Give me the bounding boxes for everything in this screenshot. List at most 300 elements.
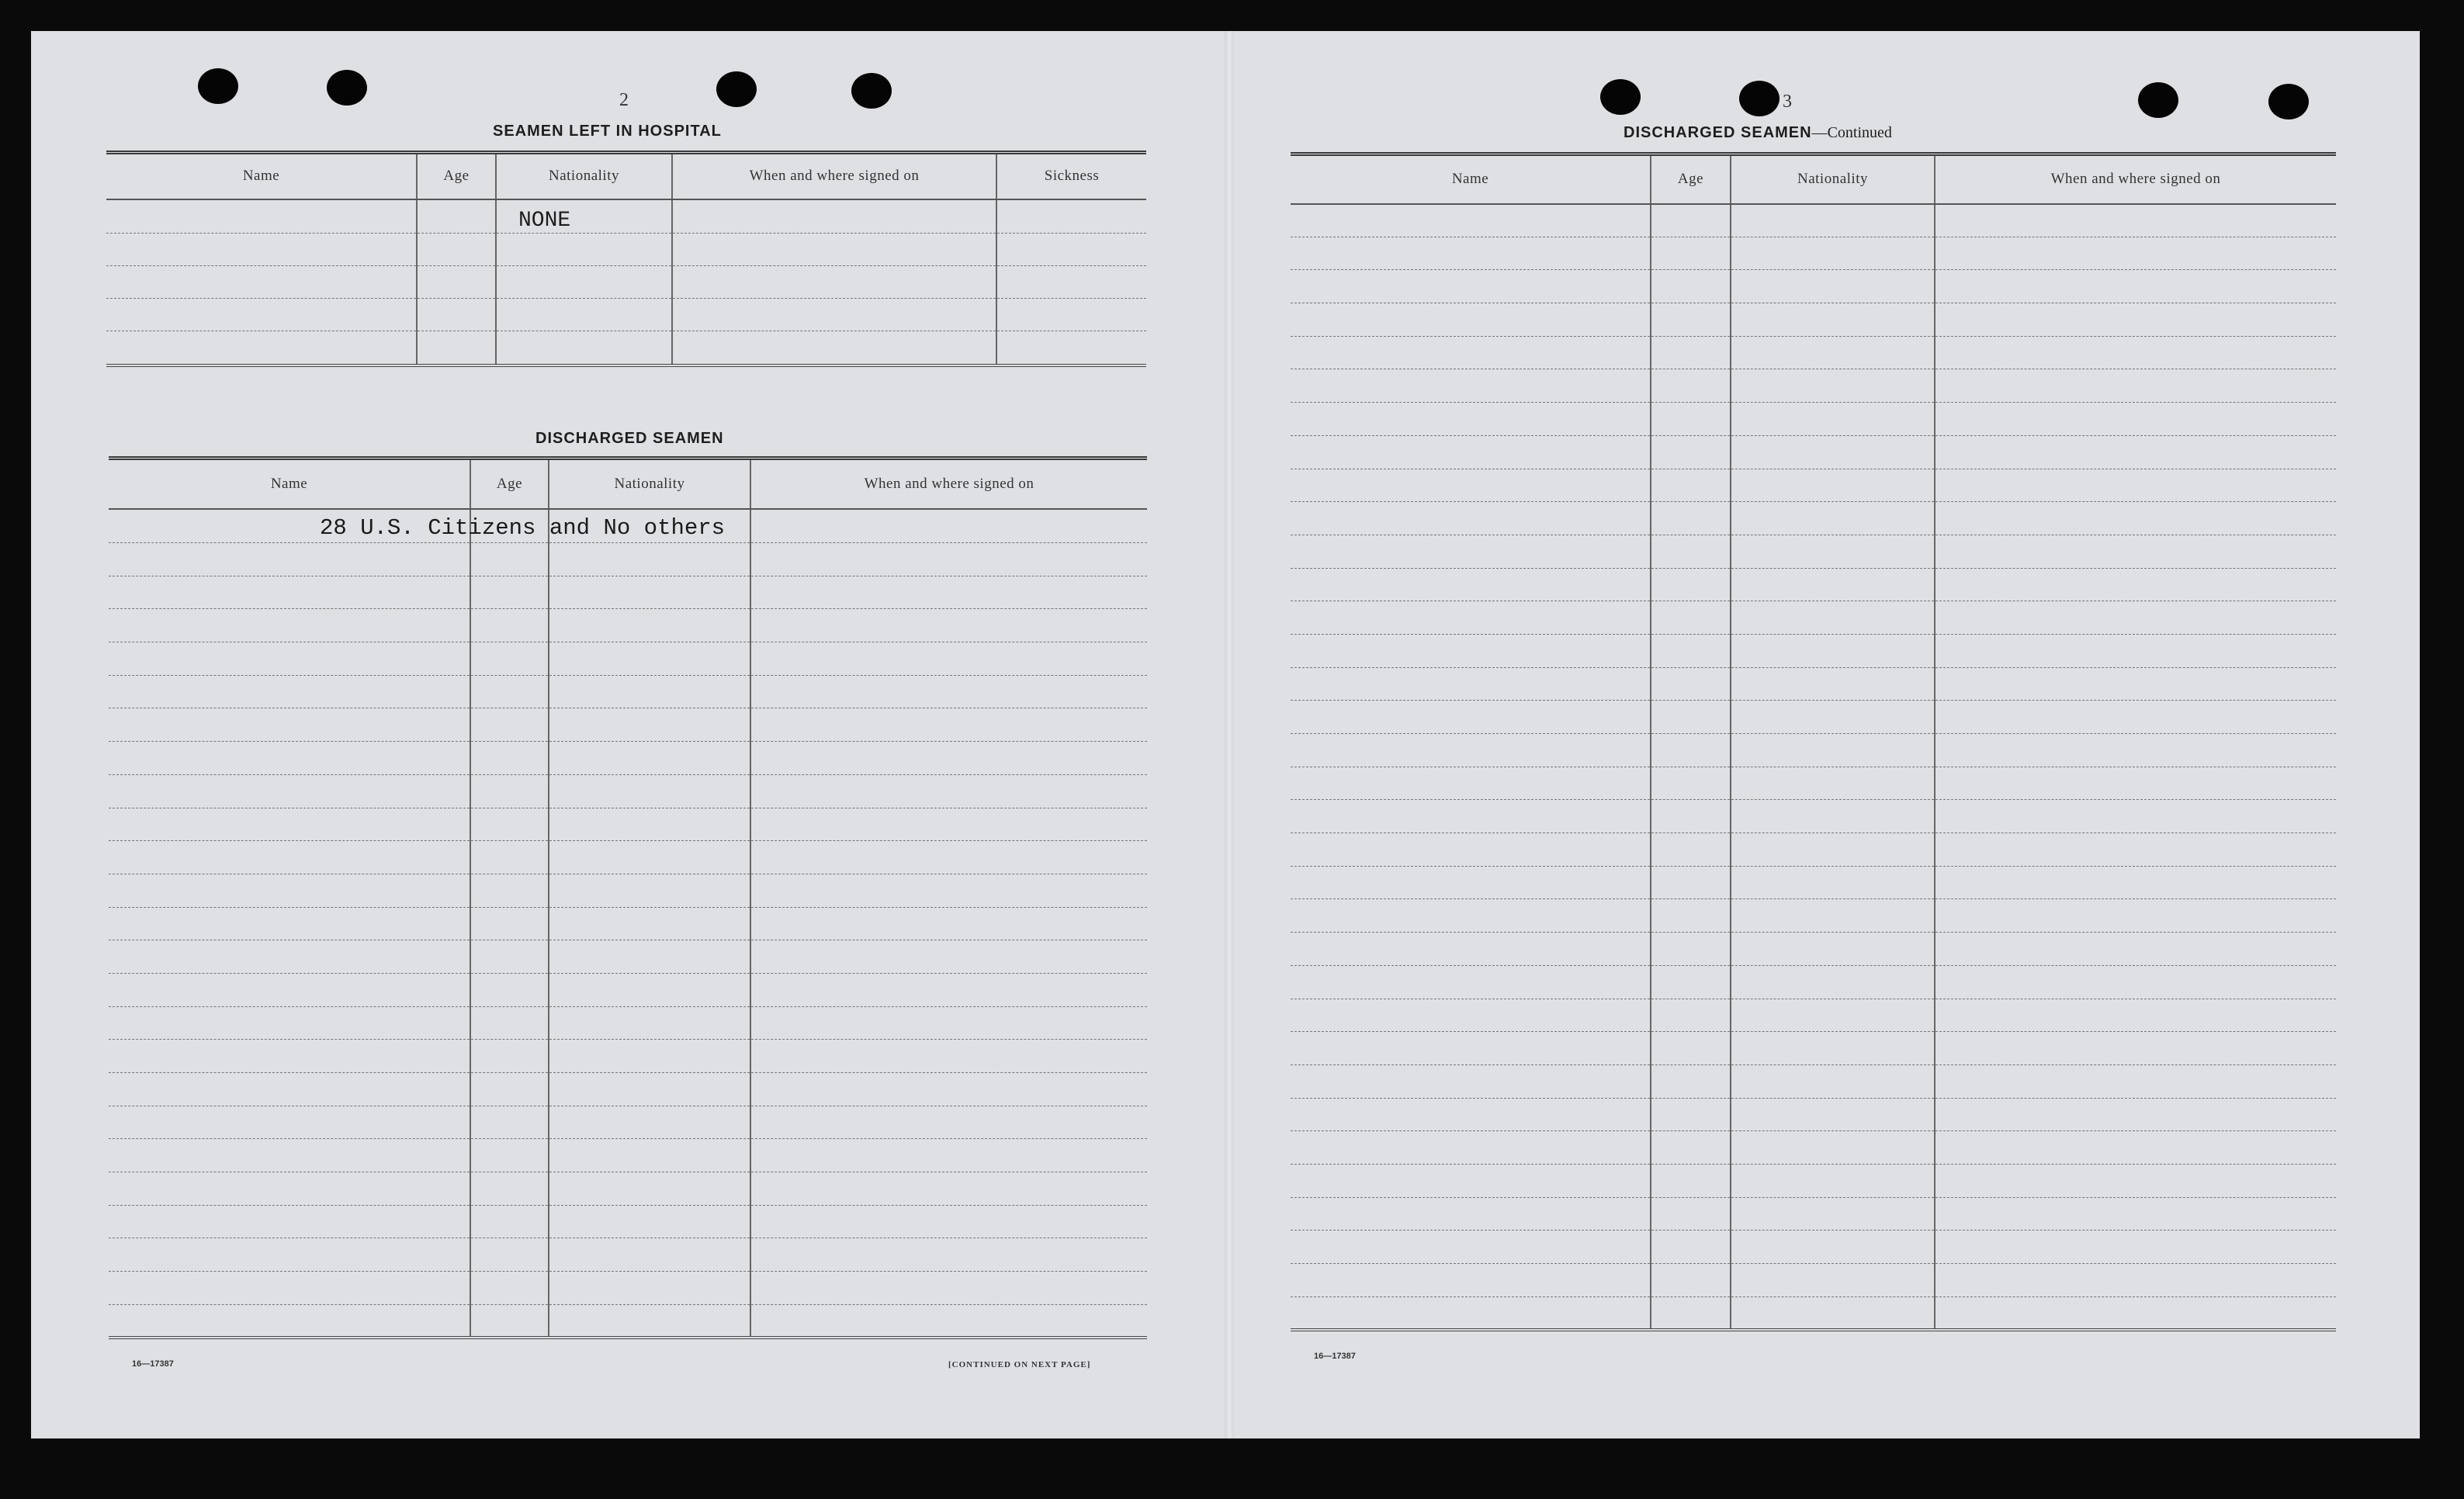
column-header-age: Age: [1651, 154, 1731, 204]
table-cell: [549, 1040, 750, 1073]
table-cell: [1935, 1231, 2336, 1264]
table-row: [1291, 336, 2336, 369]
table-cell: [470, 543, 549, 576]
table-cell: [750, 742, 1147, 775]
table-row: [109, 774, 1147, 808]
table-cell: [1651, 1164, 1731, 1197]
table-cell: [1291, 933, 1651, 966]
table-cell: [1651, 1197, 1731, 1231]
table-cell: [1651, 469, 1731, 502]
table-cell: [1935, 502, 2336, 535]
table-cell: [1651, 634, 1731, 667]
table-cell: [1731, 899, 1935, 933]
hospital-table: [106, 151, 1146, 367]
table-cell: [109, 940, 470, 974]
table-cell: [1651, 899, 1731, 933]
column-header-name: Name: [106, 153, 417, 199]
table-row: [1291, 369, 2336, 403]
table-cell: [1935, 601, 2336, 635]
table-cell: [1651, 204, 1731, 237]
table-cell: [1651, 369, 1731, 403]
table-cell: [470, 1139, 549, 1172]
table-cell: [1651, 1032, 1731, 1065]
table-cell: [1731, 866, 1935, 899]
table-cell: [470, 1205, 549, 1238]
table-cell: [496, 199, 672, 234]
table-cell: [750, 841, 1147, 874]
table-cell: [1731, 933, 1935, 966]
column-header-sickness: Sickness: [996, 153, 1146, 199]
table-cell: [549, 1172, 750, 1206]
table-cell: [750, 642, 1147, 676]
table-row: [1291, 1264, 2336, 1297]
table-cell: [996, 266, 1146, 299]
table-row: [109, 675, 1147, 708]
table-cell: [470, 1006, 549, 1040]
table-cell: [549, 940, 750, 974]
table-cell: [750, 774, 1147, 808]
table-cell: [1291, 204, 1651, 237]
table-cell: [1651, 933, 1731, 966]
table-cell: [1291, 833, 1651, 867]
table-cell: [1651, 403, 1731, 436]
table-row: [1291, 634, 2336, 667]
table-cell: [1651, 237, 1731, 270]
table-cell: [106, 199, 417, 234]
table-cell: [1291, 403, 1651, 436]
table-cell: [1291, 899, 1651, 933]
table-row: [109, 973, 1147, 1006]
table-cell: [1291, 369, 1651, 403]
table-cell: [549, 742, 750, 775]
table-cell: [672, 234, 996, 266]
column-header-nationality: Nationality: [549, 459, 750, 509]
table-cell: [1291, 1231, 1651, 1264]
table-cell: [1651, 1231, 1731, 1264]
table-cell: [109, 708, 470, 742]
table-row: [109, 708, 1147, 742]
table-cell: [1651, 1296, 1731, 1330]
table-cell: [417, 299, 496, 331]
table-cell: [1651, 568, 1731, 601]
table-cell: [549, 841, 750, 874]
table-cell: [1731, 1098, 1935, 1131]
table-cell: [470, 940, 549, 974]
table-cell: [1291, 999, 1651, 1032]
table-cell: [996, 331, 1146, 365]
table-cell: [750, 576, 1147, 609]
table-cell: [470, 742, 549, 775]
table-cell: [996, 299, 1146, 331]
table-cell: [1935, 999, 2336, 1032]
table-cell: [750, 1172, 1147, 1206]
table-cell: [750, 940, 1147, 974]
table-cell: [1651, 734, 1731, 767]
table-row: [1291, 1231, 2336, 1264]
table-row: [109, 1172, 1147, 1206]
table-cell: [1935, 634, 2336, 667]
table-cell: [1731, 800, 1935, 833]
table-row: [1291, 303, 2336, 337]
table-cell: [1651, 965, 1731, 999]
table-cell: [750, 1106, 1147, 1139]
table-cell: [549, 708, 750, 742]
table-cell: [1935, 1164, 2336, 1197]
table-cell: [1651, 800, 1731, 833]
table-cell: [1291, 1098, 1651, 1131]
table-row: [1291, 833, 2336, 867]
table-cell: [109, 576, 470, 609]
table-row: [109, 642, 1147, 676]
table-row: [1291, 237, 2336, 270]
page-number: 2: [619, 90, 629, 110]
table-cell: [470, 576, 549, 609]
table-cell: [1935, 369, 2336, 403]
table-cell: [1935, 667, 2336, 701]
table-cell: [1731, 1197, 1935, 1231]
table-row: [109, 808, 1147, 841]
table-cell: [470, 1073, 549, 1106]
column-header-age: Age: [417, 153, 496, 199]
table-row: [109, 1106, 1147, 1139]
table-cell: [1935, 270, 2336, 303]
page-fold: [1225, 31, 1234, 1438]
table-cell: [750, 1304, 1147, 1338]
table-cell: [1291, 866, 1651, 899]
table-cell: [1291, 767, 1651, 800]
table-cell: [1291, 800, 1651, 833]
table-cell: [1291, 502, 1651, 535]
table-row: [1291, 866, 2336, 899]
table-cell: [1291, 601, 1651, 635]
discharged-section-title: DISCHARGED SEAMEN: [535, 430, 724, 447]
table-cell: [1291, 634, 1651, 667]
table-cell: [1731, 701, 1935, 734]
table-cell: [417, 331, 496, 365]
column-header-age: Age: [470, 459, 549, 509]
table-cell: [470, 1272, 549, 1305]
table-cell: [549, 1272, 750, 1305]
table-row: [1291, 469, 2336, 502]
table-cell: [549, 1073, 750, 1106]
table-cell: [750, 808, 1147, 841]
table-cell: [1935, 303, 2336, 337]
table-cell: [1935, 1032, 2336, 1065]
table-cell: [106, 266, 417, 299]
table-cell: [109, 1106, 470, 1139]
table-cell: [1935, 1264, 2336, 1297]
table-cell: [1731, 369, 1935, 403]
table-cell: [470, 907, 549, 940]
title-main: DISCHARGED SEAMEN: [1624, 124, 1812, 141]
table-cell: [1291, 535, 1651, 568]
table-cell: [750, 907, 1147, 940]
table-cell: [470, 642, 549, 676]
hospital-entry: NONE: [518, 209, 571, 233]
table-cell: [109, 1172, 470, 1206]
table-cell: [1651, 303, 1731, 337]
table-row: [1291, 1197, 2336, 1231]
table-row: [109, 1272, 1147, 1305]
table-row: [1291, 1296, 2336, 1330]
table-cell: [1291, 1065, 1651, 1098]
table-cell: [1291, 1296, 1651, 1330]
table-cell: [470, 1304, 549, 1338]
table-row: [109, 1238, 1147, 1272]
table-cell: [1291, 667, 1651, 701]
table-row: [1291, 899, 2336, 933]
table-cell: [672, 199, 996, 234]
table-cell: [470, 1238, 549, 1272]
table-cell: [109, 1272, 470, 1305]
table-cell: [750, 1040, 1147, 1073]
table-cell: [1291, 965, 1651, 999]
table-cell: [672, 299, 996, 331]
table-cell: [1935, 767, 2336, 800]
table-cell: [109, 1040, 470, 1073]
table-row: [109, 609, 1147, 642]
table-row: [1291, 800, 2336, 833]
table-cell: [549, 543, 750, 576]
table-cell: [1291, 1197, 1651, 1231]
table-cell: [1731, 1065, 1935, 1098]
table-cell: [109, 642, 470, 676]
table-cell: [750, 543, 1147, 576]
table-cell: [109, 509, 726, 543]
table-cell: [549, 1205, 750, 1238]
table-cell: [750, 1139, 1147, 1172]
table-cell: [109, 742, 470, 775]
table-cell: [549, 1304, 750, 1338]
table-cell: [750, 874, 1147, 907]
discharged-table: [109, 456, 1147, 1339]
table-row: [109, 1205, 1147, 1238]
table-cell: [470, 1040, 549, 1073]
column-header-signed-on: When and where signed on: [750, 459, 1147, 509]
table-row: [1291, 734, 2336, 767]
table-cell: [1731, 1296, 1935, 1330]
table-cell: [1731, 833, 1935, 867]
table-cell: [549, 1139, 750, 1172]
hospital-section-title: SEAMEN LEFT IN HOSPITAL: [493, 123, 722, 140]
discharged-entry: 28 U.S. Citizens and No others: [320, 515, 726, 541]
table-cell: [1731, 204, 1935, 237]
table-cell: [1291, 701, 1651, 734]
table-cell: [1651, 1264, 1731, 1297]
discharged-continued-title: [1624, 124, 1892, 142]
table-cell: [549, 1006, 750, 1040]
table-cell: [1731, 403, 1935, 436]
table-cell: [109, 1139, 470, 1172]
table-cell: [417, 234, 496, 266]
table-cell: [1731, 734, 1935, 767]
table-row: [1291, 403, 2336, 436]
table-cell: [470, 841, 549, 874]
table-cell: [750, 509, 1147, 543]
table-cell: [1651, 270, 1731, 303]
table-cell: [996, 199, 1146, 234]
table-cell: [470, 675, 549, 708]
table-cell: [1731, 435, 1935, 469]
table-cell: [1731, 535, 1935, 568]
table-cell: [1291, 303, 1651, 337]
table-cell: [1291, 469, 1651, 502]
table-cell: [109, 675, 470, 708]
table-cell: [1651, 336, 1731, 369]
table-cell: [1935, 336, 2336, 369]
table-cell: [1731, 336, 1935, 369]
table-row: [1291, 435, 2336, 469]
table-row: [109, 543, 1147, 576]
table-cell: [1935, 965, 2336, 999]
table-cell: [109, 609, 470, 642]
table-cell: [1935, 1065, 2336, 1098]
table-cell: [549, 874, 750, 907]
table-cell: [470, 1172, 549, 1206]
table-row: [109, 874, 1147, 907]
table-cell: [1935, 204, 2336, 237]
table-row: [109, 742, 1147, 775]
form-code: 16—17387: [132, 1359, 174, 1369]
table-cell: [1731, 601, 1935, 635]
table-row: [1291, 933, 2336, 966]
column-header-nationality: Nationality: [496, 153, 672, 199]
table-cell: [672, 331, 996, 365]
table-row: [1291, 667, 2336, 701]
ledger-paper: [31, 31, 2420, 1438]
table-cell: [1935, 701, 2336, 734]
table-cell: [496, 299, 672, 331]
table-cell: [1731, 1264, 1935, 1297]
table-cell: [109, 808, 470, 841]
table-row: [1291, 535, 2336, 568]
discharged-continued-table: [1291, 152, 2336, 1331]
table-cell: [417, 199, 496, 234]
table-cell: [1935, 535, 2336, 568]
table-cell: [750, 1006, 1147, 1040]
table-cell: [1651, 535, 1731, 568]
table-cell: [996, 234, 1146, 266]
column-header-name: Name: [1291, 154, 1651, 204]
table-cell: [1731, 634, 1935, 667]
table-cell: [106, 234, 417, 266]
table-row: [1291, 1131, 2336, 1165]
table-row: [109, 1006, 1147, 1040]
table-row: [1291, 701, 2336, 734]
table-cell: [1731, 469, 1935, 502]
table-cell: [1291, 336, 1651, 369]
table-cell: [1731, 1231, 1935, 1264]
table-cell: [1935, 1296, 2336, 1330]
table-cell: [1651, 833, 1731, 867]
table-cell: [1935, 933, 2336, 966]
table-cell: [549, 642, 750, 676]
table-cell: [1935, 1197, 2336, 1231]
table-cell: [750, 609, 1147, 642]
table-cell: [1651, 999, 1731, 1032]
table-cell: [750, 1073, 1147, 1106]
table-cell: [750, 1205, 1147, 1238]
table-cell: [109, 774, 470, 808]
form-code: 16—17387: [1314, 1352, 1356, 1361]
table-cell: [1731, 502, 1935, 535]
table-cell: [1731, 667, 1935, 701]
table-cell: [470, 708, 549, 742]
table-cell: [109, 841, 470, 874]
table-cell: [106, 299, 417, 331]
table-cell: [470, 874, 549, 907]
table-cell: [549, 1238, 750, 1272]
table-cell: [1651, 1131, 1731, 1165]
table-row: [1291, 502, 2336, 535]
table-cell: [109, 1073, 470, 1106]
table-cell: [549, 675, 750, 708]
table-cell: [1731, 767, 1935, 800]
table-row: [1291, 1098, 2336, 1131]
table-cell: [109, 543, 470, 576]
table-cell: [1291, 435, 1651, 469]
table-cell: [1291, 1164, 1651, 1197]
table-cell: [549, 907, 750, 940]
table-cell: [750, 675, 1147, 708]
table-cell: [1935, 568, 2336, 601]
table-cell: [1935, 435, 2336, 469]
table-cell: [496, 331, 672, 365]
table-cell: [496, 234, 672, 266]
table-cell: [1731, 1131, 1935, 1165]
table-cell: [549, 808, 750, 841]
right-page: [1234, 31, 2420, 1438]
table-row: [1291, 999, 2336, 1032]
table-cell: [470, 774, 549, 808]
table-cell: [470, 973, 549, 1006]
table-cell: [1935, 403, 2336, 436]
table-cell: [549, 609, 750, 642]
table-cell: [109, 874, 470, 907]
table-cell: [1651, 1065, 1731, 1098]
table-cell: [470, 609, 549, 642]
table-cell: [109, 1006, 470, 1040]
table-cell: [1935, 800, 2336, 833]
column-header-nationality: Nationality: [1731, 154, 1935, 204]
table-cell: [109, 1238, 470, 1272]
table-cell: [1291, 734, 1651, 767]
table-cell: [1651, 1098, 1731, 1131]
table-cell: [1731, 999, 1935, 1032]
page-number: 3: [1783, 92, 1792, 112]
table-cell: [1651, 866, 1731, 899]
table-cell: [1935, 866, 2336, 899]
table-row: [109, 576, 1147, 609]
table-row: [1291, 965, 2336, 999]
table-cell: [1651, 435, 1731, 469]
table-cell: [470, 808, 549, 841]
table-cell: [106, 331, 417, 365]
table-row: [109, 841, 1147, 874]
table-cell: [1731, 568, 1935, 601]
table-cell: [470, 1106, 549, 1139]
title-suffix: —Continued: [1811, 124, 1892, 141]
column-header-signed-on: When and where signed on: [1935, 154, 2336, 204]
continued-note: [CONTINUED ON NEXT PAGE]: [948, 1360, 1091, 1369]
table-cell: [1731, 965, 1935, 999]
left-page: [31, 31, 1225, 1438]
table-cell: [1651, 767, 1731, 800]
table-cell: [417, 266, 496, 299]
table-cell: [1731, 270, 1935, 303]
table-row: [1291, 1065, 2336, 1098]
table-cell: [1935, 1131, 2336, 1165]
